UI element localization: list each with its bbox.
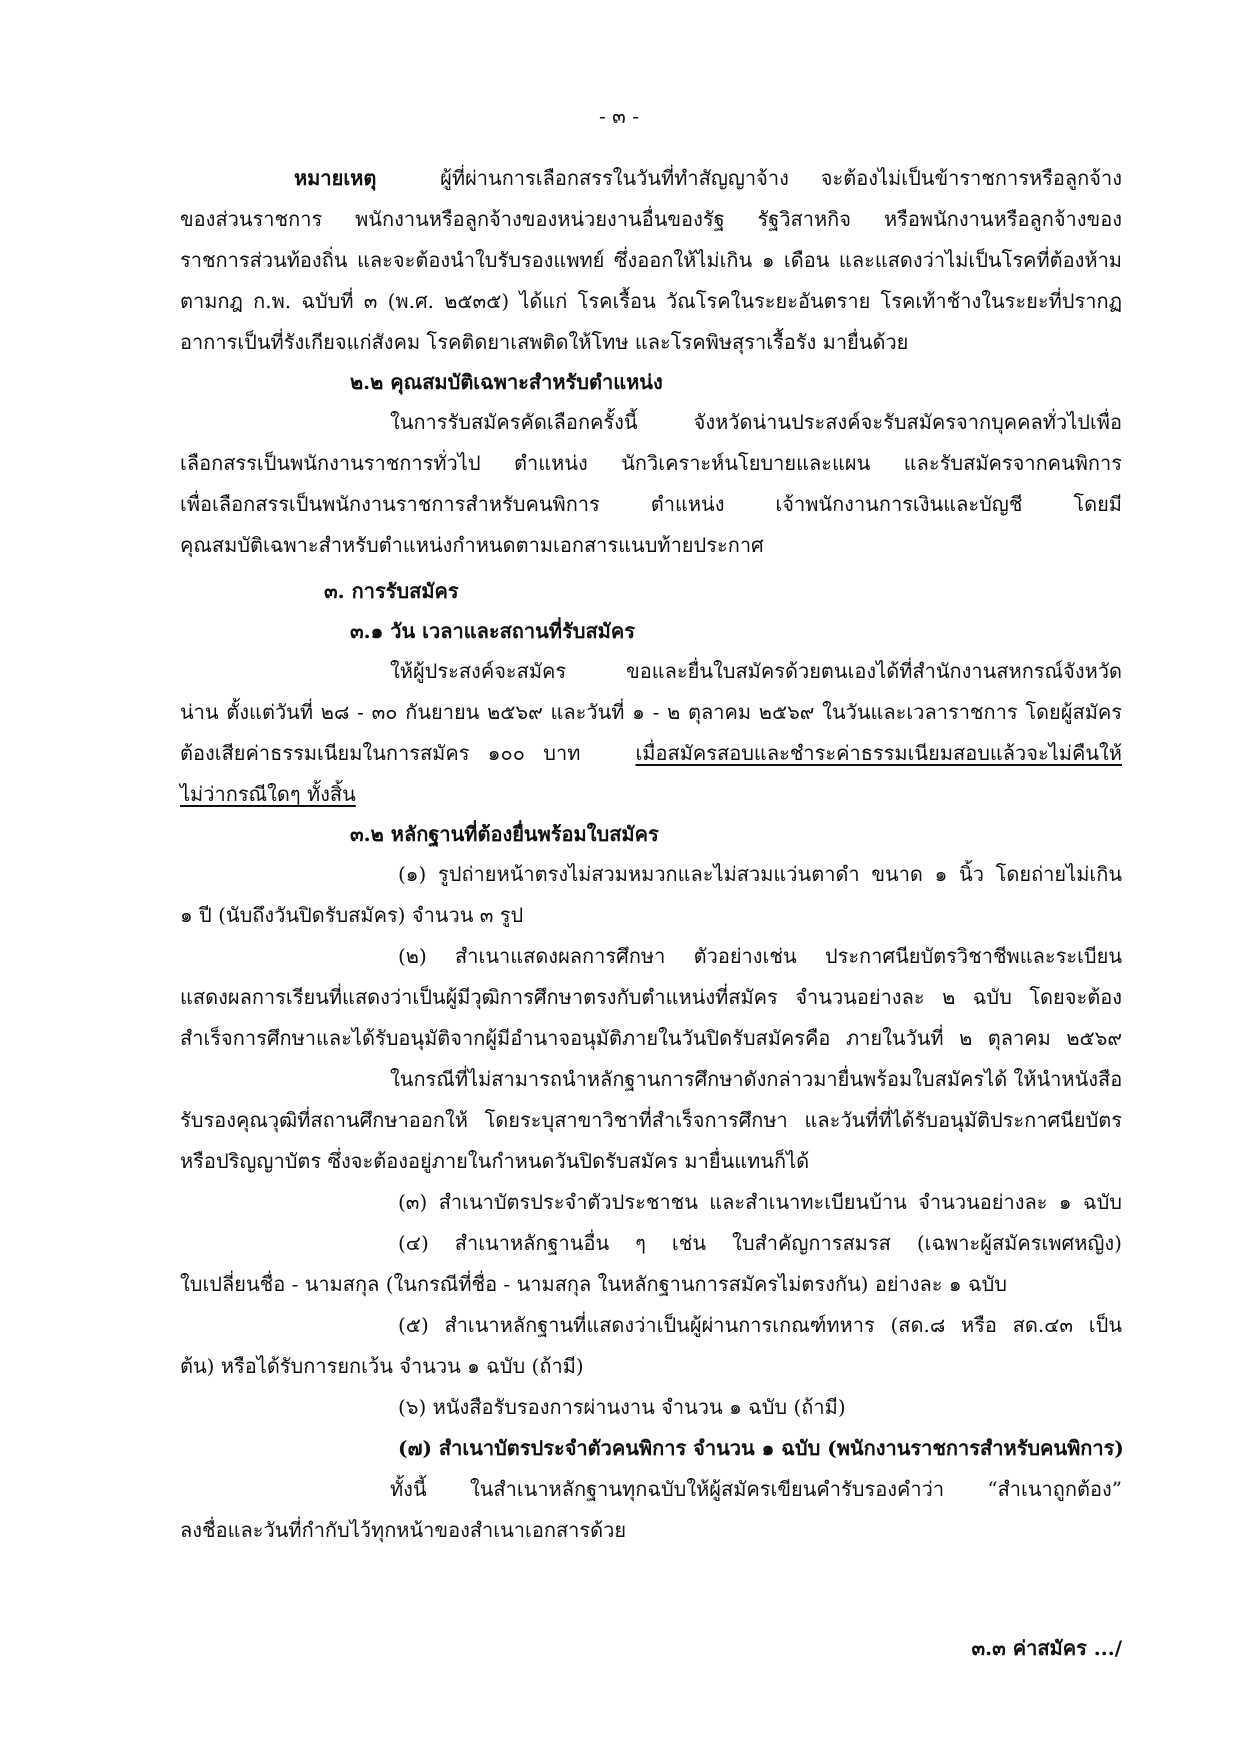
item-4-line-1: (๔) สำเนาหลักฐานอื่น ๆ เช่น ใบสำคัญการสมรส (เฉพาะผู้สมัครเพศหญิง) (398, 1231, 1122, 1255)
section-3-1-line-4: ไม่ว่ากรณีใดๆ ทั้งสิ้น (180, 782, 356, 806)
item-2-line-1: (๒) สำเนาแสดงผลการศึกษา ตัวอย่างเช่น ประกาศนียบัตรวิชาชีพและระเบียน (398, 944, 1122, 968)
item-1-line-1: (๑) รูปถ่ายหน้าตรงไม่สวมหมวกและไม่สวมแว่นตาดำ ขนาด ๑ นิ้ว โดยถ่ายไม่เกิน (398, 862, 1122, 886)
item-2-note-line-3: หรือปริญญาบัตร ซึ่งจะต้องอยู่ภายในกำหนดวันปิดรับสมัคร มายื่นแทนก็ได้ (180, 1149, 810, 1173)
note-line-2: ของส่วนราชการ พนักงานหรือลูกจ้างของหน่วยงานอื่นของรัฐ รัฐวิสาหกิจ หรือพนักงานหรือลูกจ้างของ (180, 207, 1122, 231)
item-4-line-2: ใบเปลี่ยนชื่อ - นามสกุล (ในกรณีที่ชื่อ - นามสกุล ในหลักฐานการสมัครไม่ตรงกัน) อย่างละ ๑ ฉบับ (180, 1272, 1007, 1296)
item-5-line-2: ต้น) หรือได้รับการยกเว้น จำนวน ๑ ฉบับ (ถ้ามี) (180, 1354, 584, 1378)
note-line-4: ตามกฎ ก.พ. ฉบับที่ ๓ (พ.ศ. ๒๕๓๕) ได้แก่ โรคเรื้อน วัณโรคในระยะอันตราย โรคเท้าช้างในระยะที่ปรากฏ (180, 289, 1122, 313)
section-3-heading: ๓. การรับสมัคร (324, 579, 459, 603)
section-2-2-line-3: เพื่อเลือกสรรเป็นพนักงานราชการสำหรับคนพิการ ตำแหน่ง เจ้าพนักงานการเงินและบัญชี โดยมี (180, 492, 1122, 516)
item-2-line-2: แสดงผลการเรียนที่แสดงว่าเป็นผู้มีวุฒิการศึกษาตรงกับตำแหน่งที่สมัคร จำนวนอย่างละ ๒ ฉบับ โดยจะต้อง (180, 985, 1122, 1009)
section-3-1-line-3 (180, 735, 1122, 771)
page-number: - ๓ - (599, 104, 639, 128)
item-5-line-1: (๕) สำเนาหลักฐานที่แสดงว่าเป็นผู้ผ่านการเกณฑ์ทหาร (สด.๘ หรือ สด.๔๓ เป็น (398, 1313, 1122, 1337)
no-refund-text: เมื่อสมัครสอบและชำระค่าธรรมเนียมสอบแล้วจะไม่คืนให้ (635, 741, 1122, 765)
section-2-2-line-2: เลือกสรรเป็นพนักงานราชการทั่วไป ตำแหน่ง นักวิเคราะห์นโยบายและแผน และรับสมัครจากคนพิการ (180, 451, 1122, 475)
note-line-1 (294, 160, 1122, 196)
continuation-marker: ๓.๓ ค่าสมัคร .../ (971, 1636, 1122, 1660)
section-2-2-line-1: ในการรับสมัครคัดเลือกครั้งนี้ จังหวัดน่านประสงค์จะรับสมัครจากบุคคลทั่วไปเพื่อ (390, 410, 1122, 434)
note-line-1-text: ผู้ที่ผ่านการเลือกสรรในวันที่ทำสัญญาจ้าง จะต้องไม่เป็นข้าราชการหรือลูกจ้าง (440, 166, 1122, 190)
section-2-2-line-4: คุณสมบัติเฉพาะสำหรับตำแหน่งกำหนดตามเอกสารแนบท้ายประกาศ (180, 533, 764, 557)
item-3: (๓) สำเนาบัตรประจำตัวประชาชน และสำเนาทะเบียนบ้าน จำนวนอย่างละ ๑ ฉบับ (398, 1190, 1122, 1214)
note-heading: หมายเหตุ (294, 166, 377, 190)
fee-text: ต้องเสียค่าธรรมเนียมในการสมัคร ๑๐๐ บาท (180, 741, 581, 765)
section-3-1-line-2: น่าน ตั้งแต่วันที่ ๒๘ - ๓๐ กันยายน ๒๕๖๙ และวันที่ ๑ - ๒ ตุลาคม ๒๕๖๙ ในวันและเวลาราชการ โดยผู้สมัคร (180, 700, 1122, 724)
section-2-2-heading: ๒.๒ คุณสมบัติเฉพาะสำหรับตำแหน่ง (350, 370, 663, 394)
section-3-1-heading: ๓.๑ วัน เวลาและสถานที่รับสมัคร (350, 619, 635, 643)
item-7: (๗) สำเนาบัตรประจำตัวคนพิการ จำนวน ๑ ฉบับ (พนักงานราชการสำหรับคนพิการ) (398, 1436, 1124, 1460)
item-6: (๖) หนังสือรับรองการผ่านงาน จำนวน ๑ ฉบับ (ถ้ามี) (398, 1395, 846, 1419)
closing-line-1: ทั้งนี้ ในสำเนาหลักฐานทุกฉบับให้ผู้สมัครเขียนคำรับรองคำว่า “สำเนาถูกต้อง” (390, 1477, 1122, 1501)
item-2-note-line-1: ในกรณีที่ไม่สามารถนำหลักฐานการศึกษาดังกล่าวมายื่นพร้อมใบสมัครได้ ให้นำหนังสือ (390, 1067, 1123, 1091)
note-line-3: ราชการส่วนท้องถิ่น และจะต้องนำใบรับรองแพทย์ ซึ่งออกให้ไม่เกิน ๑ เดือน และแสดงว่าไม่เป็นโรคที่ต้องห้าม (180, 248, 1122, 272)
item-2-note-line-2: รับรองคุณวุฒิที่สถานศึกษาออกให้ โดยระบุสาขาวิชาที่สำเร็จการศึกษา และวันที่ที่ได้รับอนุมัติประกาศนียบัตร (180, 1108, 1122, 1132)
section-3-2-heading: ๓.๒ หลักฐานที่ต้องยื่นพร้อมใบสมัคร (350, 822, 659, 846)
item-1-line-2: ๑ ปี (นับถึงวันปิดรับสมัคร) จำนวน ๓ รูป (180, 903, 524, 927)
note-line-5: อาการเป็นที่รังเกียจแก่สังคม โรคติดยาเสพติดให้โทษ และโรคพิษสุราเรื้อรัง มายื่นด้วย (180, 330, 909, 354)
item-2-line-3: สำเร็จการศึกษาและได้รับอนุมัติจากผู้มีอำนาจอนุมัติภายในวันปิดรับสมัครคือ ภายในวันที่ ๒ ตุลาคม ๒๕๖๙ (180, 1026, 1122, 1050)
closing-line-2: ลงชื่อและวันที่กำกับไว้ทุกหน้าของสำเนาเอกสารด้วย (180, 1518, 627, 1542)
section-3-1-line-1: ให้ผู้ประสงค์จะสมัคร ขอและยื่นใบสมัครด้วยตนเองได้ที่สำนักงานสหกรณ์จังหวัด (390, 659, 1122, 683)
